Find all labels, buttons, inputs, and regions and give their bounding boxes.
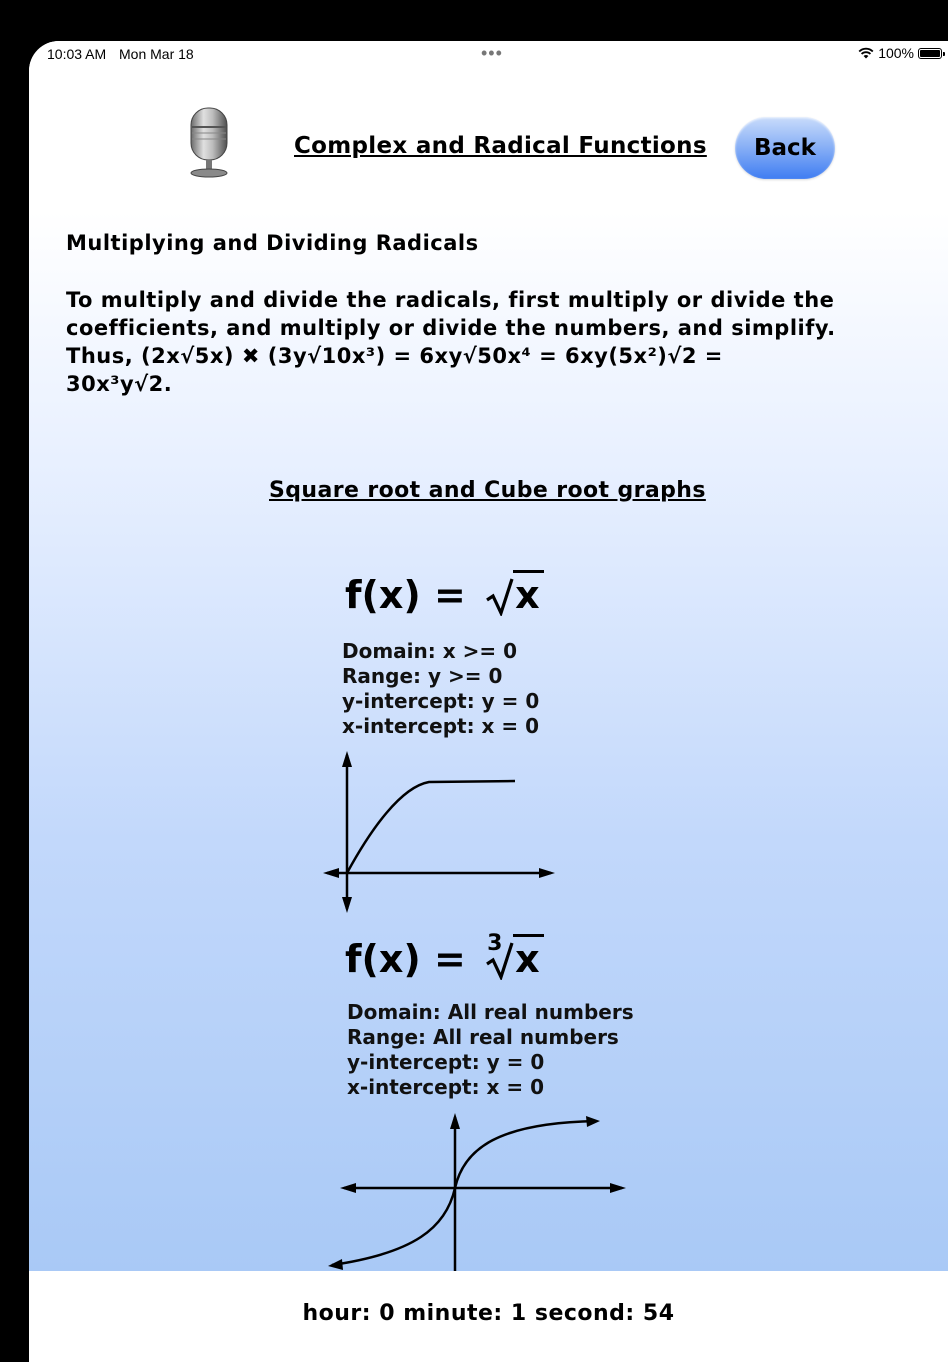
square-root-formula (345, 573, 544, 617)
property-line: Range: All real numbers (347, 1025, 619, 1049)
property-line: Range: y >= 0 (342, 664, 503, 688)
root-index: 3 (487, 931, 503, 956)
cube-root-graph (324, 1113, 634, 1273)
square-root-curve (347, 781, 515, 873)
app-screen (29, 41, 948, 1362)
lesson-body (66, 286, 916, 398)
radical-sign-icon (485, 576, 515, 616)
scroll-content[interactable] (29, 41, 948, 1271)
lesson-line: To multiply and divide the radicals, first multiply or divide the (66, 288, 835, 312)
cube-root-properties (347, 1000, 634, 1100)
lesson-line: 30x³y√2. (66, 372, 173, 396)
battery-icon (918, 48, 942, 59)
wifi-icon (858, 47, 874, 59)
timer-bar (29, 1271, 948, 1362)
lesson-line: Thus, (2x√5x) ✖︎ (3y√10x³) = 6xy√50x⁴ = 6xy(5x²)√2 = (66, 344, 723, 368)
formula-radicand: x (513, 570, 544, 617)
microphone-icon[interactable] (181, 105, 237, 179)
page-title: Complex and Radical Functions (294, 133, 707, 159)
back-button[interactable]: Back (735, 117, 835, 179)
property-line: x-intercept: x = 0 (342, 714, 540, 738)
cube-root-curve-upper (455, 1121, 596, 1188)
formula-prefix: f(x) = (345, 937, 466, 981)
graphs-heading: Square root and Cube root graphs (269, 478, 706, 503)
formula-radicand: x (513, 934, 544, 981)
status-bar (29, 41, 948, 69)
elapsed-timer: hour: 0 minute: 1 second: 54 (302, 1301, 675, 1326)
status-right (858, 45, 942, 61)
property-line: y-intercept: y = 0 (342, 689, 540, 713)
cube-root-formula (345, 931, 544, 981)
property-line: Domain: All real numbers (347, 1000, 634, 1024)
status-time: 10:03 AM (47, 46, 107, 62)
property-line: x-intercept: x = 0 (347, 1075, 545, 1099)
battery-percent: 100% (878, 45, 914, 61)
lesson-line: coefficients, and multiply or divide the numbers, and simplify. (66, 316, 836, 340)
property-line: Domain: x >= 0 (342, 639, 517, 663)
status-date: Mon Mar 18 (119, 46, 194, 62)
multitasking-dots[interactable]: ••• (481, 43, 503, 63)
square-root-graph (321, 749, 561, 917)
property-line: y-intercept: y = 0 (347, 1050, 545, 1074)
square-root-properties (342, 639, 539, 739)
formula-prefix: f(x) = (345, 573, 466, 617)
cube-root-curve-lower (332, 1188, 455, 1265)
section-heading: Multiplying and Dividing Radicals (66, 231, 479, 255)
